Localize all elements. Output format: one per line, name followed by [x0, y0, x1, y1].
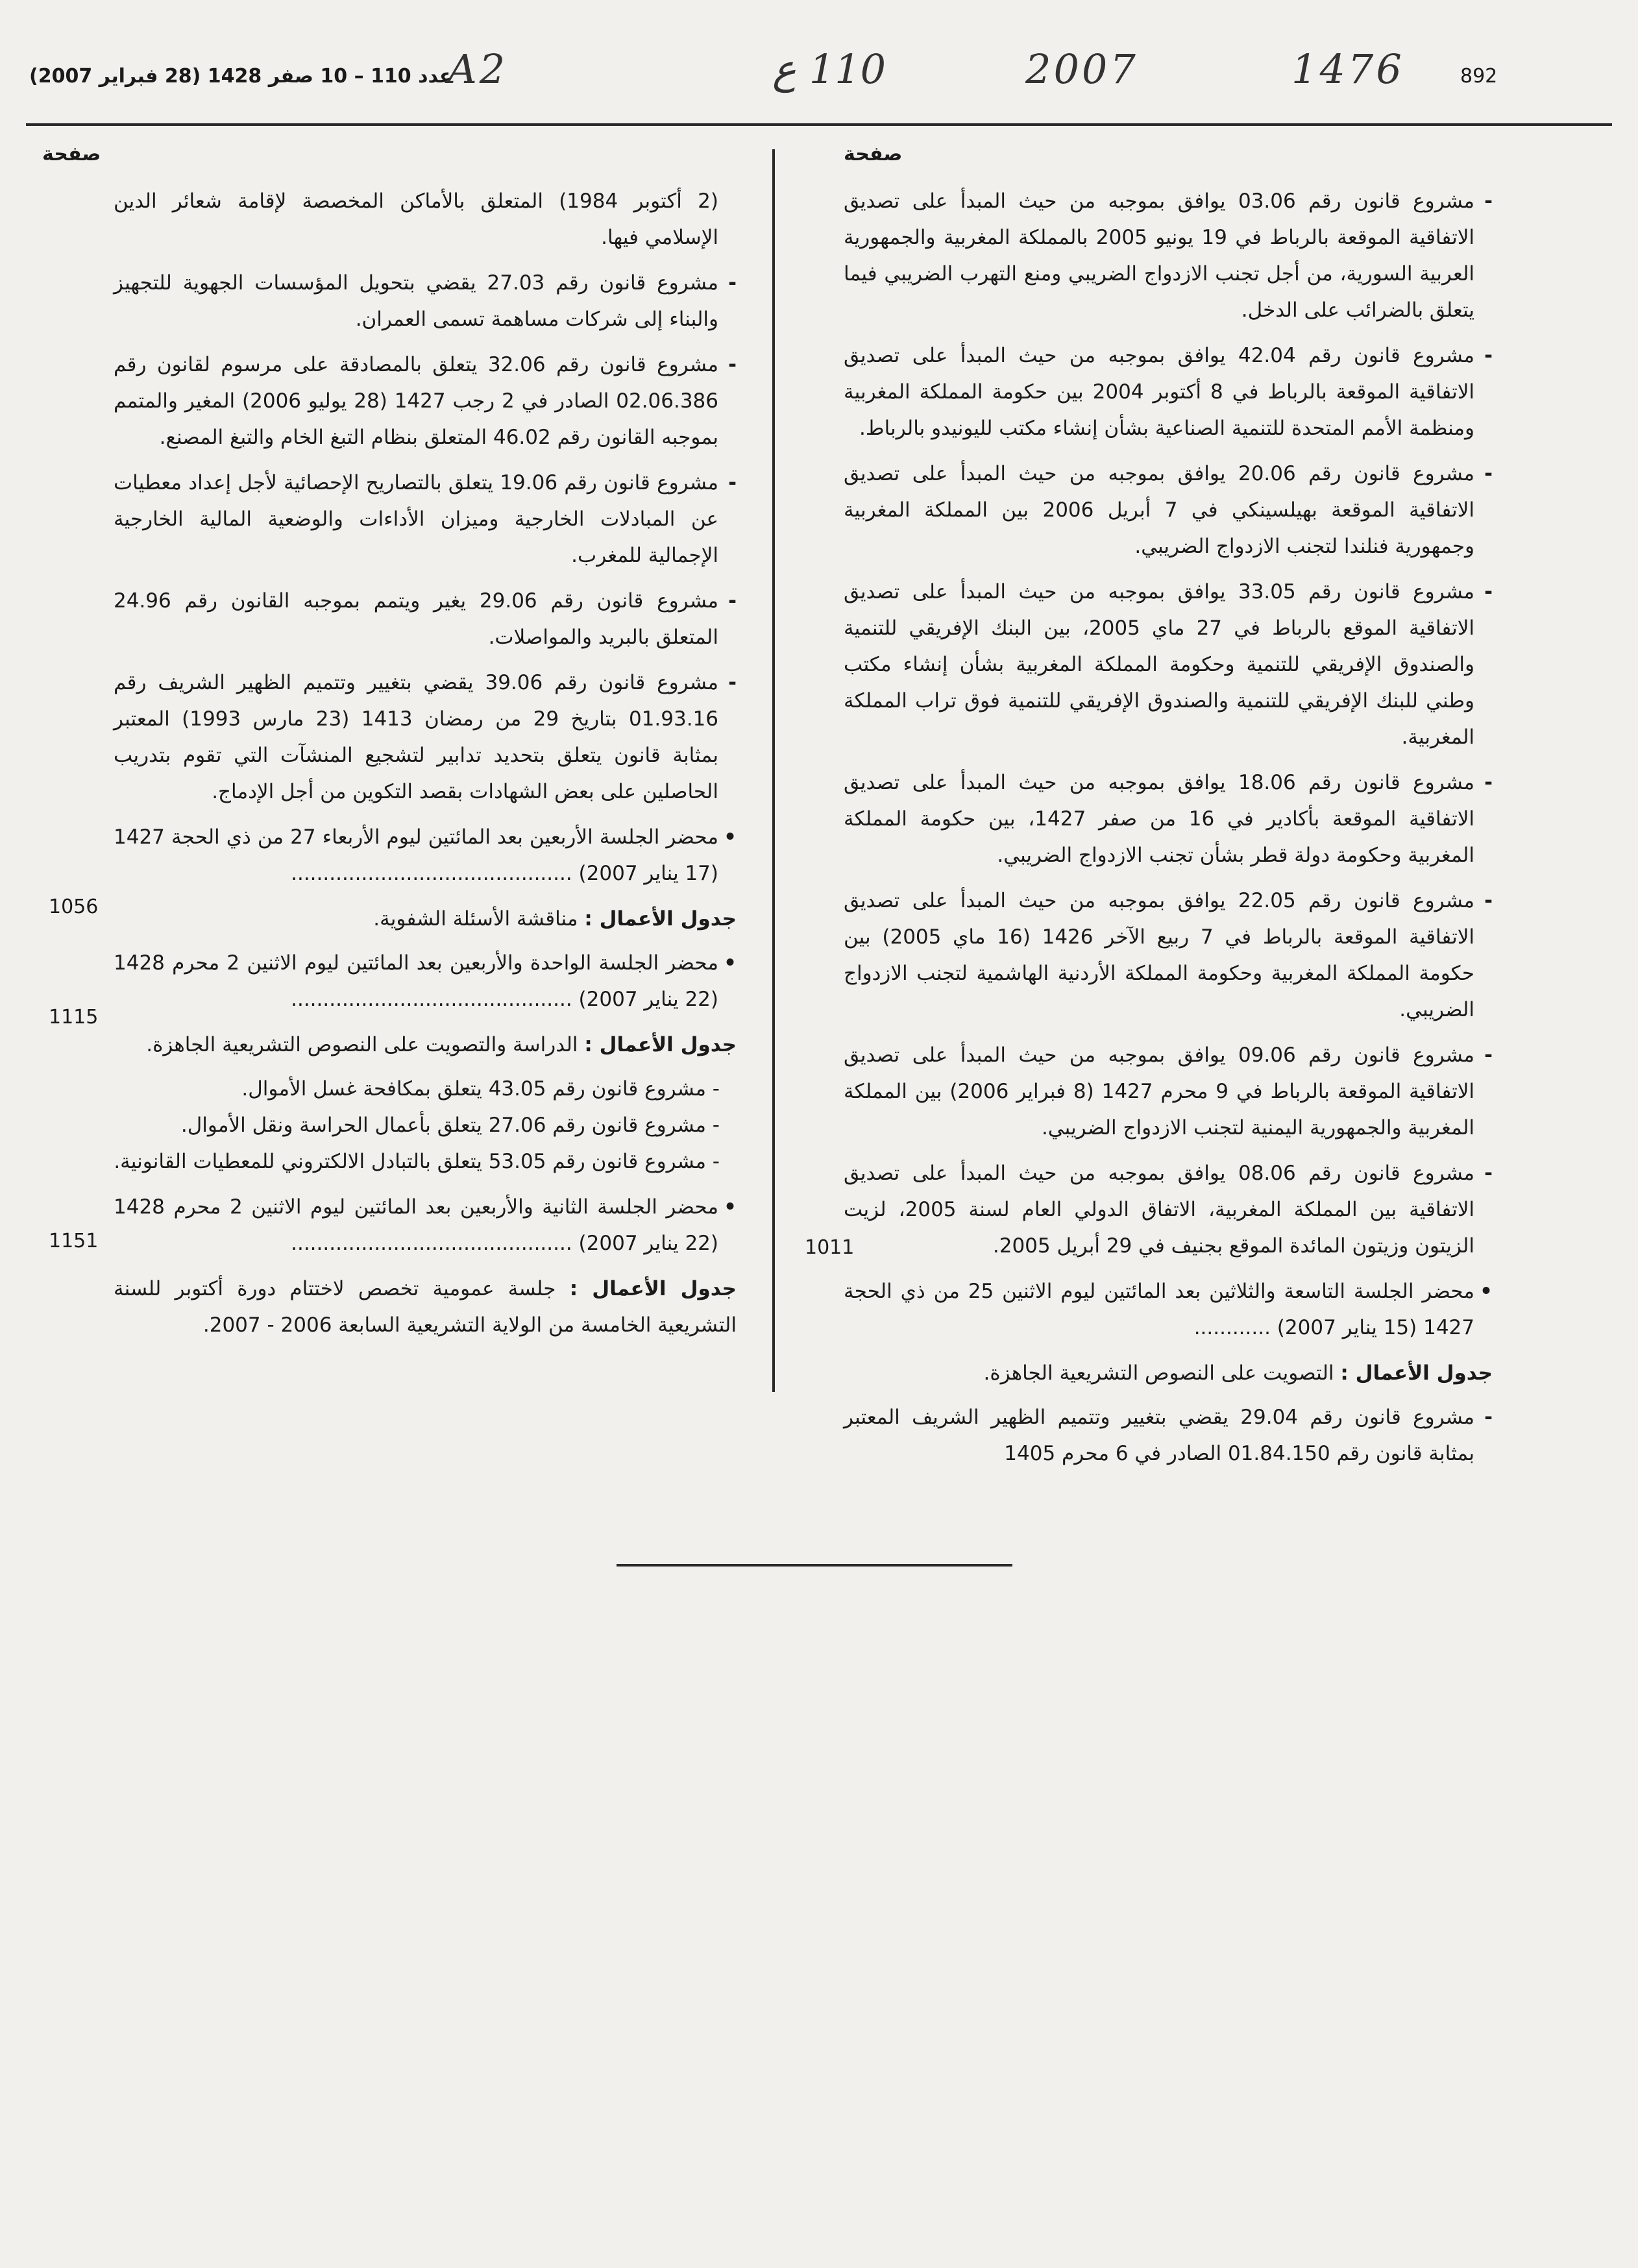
list-item: - مشروع قانون رقم 32.06 يتعلق بالمصادقة على مرسوم لقانون رقم 02.06.386 الصادر في 2 رجب 1427 (28 يوليو 2006) المغير والمتمم بموجبه القانون رقم 46.02 المتعلق بنظام التبغ الخام والتبغ المصنع. — [114, 353, 737, 449]
handwritten-annotation: A2 — [448, 45, 508, 93]
agenda: جدول الأعمال : جلسة عمومية تخصص لاختتام دورة أكتوبر للسنة التشريعية الخامسة من الولاية التشريعية السابعة 2006 - 2007. — [114, 1277, 737, 1337]
page-reference: 1011 — [805, 1236, 855, 1259]
page-reference: 1056 — [49, 896, 99, 918]
list-item: - مشروع قانون رقم 53.05 يتعلق بالتبادل الالكتروني للمعطيات القانونية. — [114, 1150, 720, 1173]
session-entry: • محضر الجلسة الثانية والأربعين بعد المائتين ليوم الاثنين 2 محرم 1428 (22 يناير 2007) ............................................ — [114, 1195, 737, 1255]
list-item: - مشروع قانون رقم 33.05 يوافق بموجبه من حيث المبدأ على تصديق الاتفاقية الموقع بالرباط في 27 ماي 2005، بين البنك الإفريقي للتنمية والصندوق الإفريقي للتنمية وحكومة المملكة المغربية بشأن إنشاء مكتب وطني للبنك الإفريقي للتنمية والصندوق الإفريقي للتنمية فوق تراب المملكة المغربية. — [844, 580, 1493, 749]
list-item: - مشروع قانون رقم 09.06 يوافق بموجبه من حيث المبدأ على تصديق الاتفاقية الموقعة بالرباط في 9 محرم 1427 (8 فبراير 2006) بين المملكة المغربية والجمهورية اليمنية لتجنب الازدواج الضريبي. — [844, 1043, 1493, 1140]
list-item: - مشروع قانون رقم 29.06 يغير ويتمم بموجبه القانون رقم 24.96 المتعلق بالبريد والمواصلات. — [114, 589, 737, 649]
list-item: (2 أكتوبر 1984) المتعلق بالأماكن المخصصة لإقامة شعائر الدين الإسلامي فيها. — [114, 189, 718, 249]
page-reference: 1151 — [49, 1230, 99, 1252]
column-divider — [772, 149, 775, 1392]
session-entry: • محضر الجلسة الأربعين بعد المائتين ليوم الأربعاء 27 من ذي الحجة 1427 (17 يناير 2007) ............................................ — [114, 825, 737, 885]
handwritten-annotation: 1476 — [1291, 45, 1404, 93]
list-item: - مشروع قانون رقم 42.04 يوافق بموجبه من حيث المبدأ على تصديق الاتفاقية الموقعة بالرباط في 8 أكتوبر 2004 بين حكومة المملكة المغربية ومنظمة الأمم المتحدة للتنمية الصناعية بشأن إنشاء مكتب لليونيدو بالرباط. — [844, 344, 1493, 440]
bottom-rule — [617, 1564, 1012, 1567]
agenda: جدول الأعمال : الدراسة والتصويت على النصوص التشريعية الجاهزة. — [146, 1033, 737, 1056]
header-rule — [26, 123, 1612, 126]
handwritten-annotation: 2007 — [1025, 45, 1138, 93]
list-item: - مشروع قانون رقم 22.05 يوافق بموجبه من حيث المبدأ على تصديق الاتفاقية الموقعة بالرباط في 7 ربيع الآخر 1426 (16 ماي 2005) بين حكومة المملكة المغربية وحكومة المملكة الأردنية الهاشمية لتجنب الازدواج الضريبي. — [844, 889, 1493, 1021]
list-item: - مشروع قانون رقم 29.04 يقضي بتغيير وتتميم الظهير الشريف المعتبر بمثابة قانون رقم 01.84.150 الصادر في 6 محرم 1405 — [844, 1406, 1493, 1465]
agenda: جدول الأعمال : مناقشة الأسئلة الشفوية. — [373, 907, 737, 931]
list-item: - مشروع قانون رقم 27.03 يقضي بتحويل المؤسسات الجهوية للتجهيز والبناء إلى شركات مساهمة تسمى العمران. — [114, 271, 737, 331]
list-item: - مشروع قانون رقم 43.05 يتعلق بمكافحة غسل الأموال. — [241, 1077, 720, 1101]
list-item: - مشروع قانون رقم 18.06 يوافق بموجبه من حيث المبدأ على تصديق الاتفاقية الموقعة بأكادير في 16 من صفر 1427، بين حكومة المملكة المغربية وحكومة دولة قطر بشأن تجنب الازدواج الضريبي. — [844, 771, 1493, 867]
list-item: - مشروع قانون رقم 20.06 يوافق بموجبه من حيث المبدأ على تصديق الاتفاقية الموقعة بهيلسينكي في 7 أبريل 2006 بين المملكة المغربية وجمهورية فنلندا لتجنب الازدواج الضريبي. — [844, 462, 1493, 558]
column-heading: صفحة — [844, 143, 903, 165]
list-item: - مشروع قانون رقم 19.06 يتعلق بالتصاريح الإحصائية لأجل إعداد معطيات عن المبادلات الخارجية وميزان الأداءات والوضعية المالية الخارجية الإجمالية للمغرب. — [114, 471, 737, 567]
list-item: - مشروع قانون رقم 08.06 يوافق بموجبه من حيث المبدأ على تصديق الاتفاقية بين المملكة المغربية، الاتفاق الدولي العام لسنة 2005، لزيت الزيتون وزيتون المائدة الموقع بجنيف في 29 أبريل 2005. — [844, 1162, 1493, 1258]
right-column — [844, 136, 1493, 1481]
page-reference: 1115 — [49, 1006, 99, 1029]
agenda: جدول الأعمال : التصويت على النصوص التشريعية الجاهزة. — [983, 1361, 1493, 1385]
handwritten-annotation: 110 ع — [772, 45, 886, 93]
list-item: - مشروع قانون رقم 39.06 يقضي بتغيير وتتميم الظهير الشريف رقم 01.93.16 بتاريخ 29 من رمضان 1413 (23 مارس 1993) المعتبر بمثابة قانون يتعلق بتحديد تدابير لتشجيع المنشآت التي تقوم بتدريب الحاصلين على بعض الشهادات بقصد التكوين من أجل الإدماج. — [114, 671, 737, 803]
session-entry: • محضر الجلسة الواحدة والأربعين بعد المائتين ليوم الاثنين 2 محرم 1428 (22 يناير 2007) ............................................ — [114, 951, 737, 1011]
column-heading: صفحة — [42, 143, 101, 165]
list-item: - مشروع قانون رقم 27.06 يتعلق بأعمال الحراسة ونقل الأموال. — [180, 1114, 720, 1137]
session-entry: • محضر الجلسة التاسعة والثلاثين بعد المائتين ليوم الاثنين 25 من ذي الحجة 1427 (15 يناير 2007) ............ — [844, 1280, 1493, 1339]
list-item: - مشروع قانون رقم 03.06 يوافق بموجبه من حيث المبدأ على تصديق الاتفاقية الموقعة بالرباط في 19 يونيو 2005 بالمملكة المغربية والجمهورية العربية السورية، من أجل تجنب الازدواج الضريبي ومنع التهرب الضريبي فيما يتعلق بالضرائب على الدخل. — [844, 189, 1493, 322]
page-number: 892 — [1460, 65, 1498, 88]
issue-info: عدد 110 – 10 صفر 1428 (28 فبراير 2007) — [29, 65, 453, 88]
